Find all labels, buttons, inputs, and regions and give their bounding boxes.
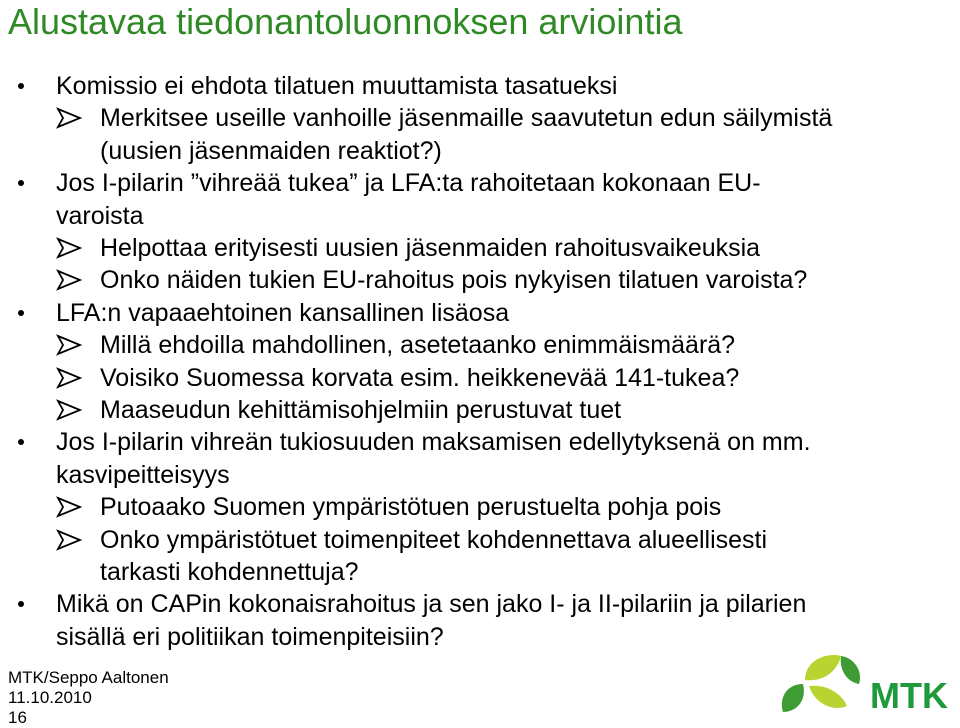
bullet-text: Jos I-pilarin vihreän tukiosuuden maksamisen edellytyksenä on mm.: [56, 428, 811, 457]
bullet-text: Jos I-pilarin ”vihreää tukea” ja LFA:ta rahoitetaan kokonaan EU-: [56, 169, 761, 198]
bullet-dot-icon: [18, 83, 24, 89]
footer-author: MTK/Seppo Aaltonen: [8, 668, 169, 687]
sub-bullet-text: (uusien jäsenmaiden reaktiot?): [100, 136, 442, 165]
sub-bullet-text: tarkasti kohdennettuja?: [100, 558, 359, 586]
slide-title: Alustavaa tiedonantoluonnoksen arviointia: [8, 1, 683, 42]
sub-bullet-text: Maaseudun kehittämisohjelmiin perustuvat tuet: [100, 396, 622, 424]
sub-bullet-text: Onko ympäristötuet toimenpiteet kohdennettava alueellisesti: [100, 525, 768, 554]
footer-date: 11.10.2010: [8, 688, 92, 707]
arrow-bullet-icon: [56, 367, 82, 389]
bullet-dot-icon: [18, 439, 24, 445]
arrow-bullet-icon: [56, 107, 82, 129]
sub-bullet-text: Putoaako Suomen ympäristötuen perustuelta pohja pois: [100, 493, 722, 522]
sub-bullet-text: Millä ehdoilla mahdollinen, asetetaanko enimmäismäärä?: [100, 331, 736, 360]
sub-bullet-text: Merkitsee useille vanhoille jäsenmaille saavutetun edun säilymistä: [100, 104, 833, 133]
bullet-dot-icon: [18, 180, 24, 186]
sub-bullet-text: Voisiko Suomessa korvata esim. heikkenevää 141-tukea?: [100, 363, 740, 392]
bullet-text: Komissio ei ehdota tilatuen muuttamista tasatueksi: [56, 72, 618, 100]
logo-text: MTK: [870, 675, 948, 716]
mtk-leaf-logo-icon: [782, 655, 860, 712]
arrow-bullet-icon: [56, 269, 82, 291]
bullet-text: varoista: [56, 201, 144, 230]
mtk-logo: [775, 650, 955, 720]
arrow-bullet-icon: [56, 237, 82, 259]
sub-bullet-text: Helpottaa erityisesti uusien jäsenmaiden rahoitusvaikeuksia: [100, 234, 761, 262]
arrow-bullet-icon: [56, 334, 82, 356]
arrow-bullet-icon: [56, 496, 82, 518]
arrow-bullet-icon: [56, 529, 82, 551]
bullet-text: sisällä eri politiikan toimenpiteisiin?: [56, 622, 444, 651]
bullet-text: LFA:n vapaaehtoinen kansallinen lisäosa: [56, 298, 510, 327]
footer-page-number: 16: [8, 708, 27, 727]
bullet-text: kasvipeitteisyys: [56, 460, 230, 489]
arrow-bullet-icon: [56, 399, 82, 421]
bullet-dot-icon: [18, 601, 24, 607]
bullet-dot-icon: [18, 310, 24, 316]
sub-bullet-text: Onko näiden tukien EU-rahoitus pois nykyisen tilatuen varoista?: [100, 266, 808, 295]
bullet-text: Mikä on CAPin kokonaisrahoitus ja sen jako I- ja II-pilariin ja pilarien: [56, 590, 807, 619]
